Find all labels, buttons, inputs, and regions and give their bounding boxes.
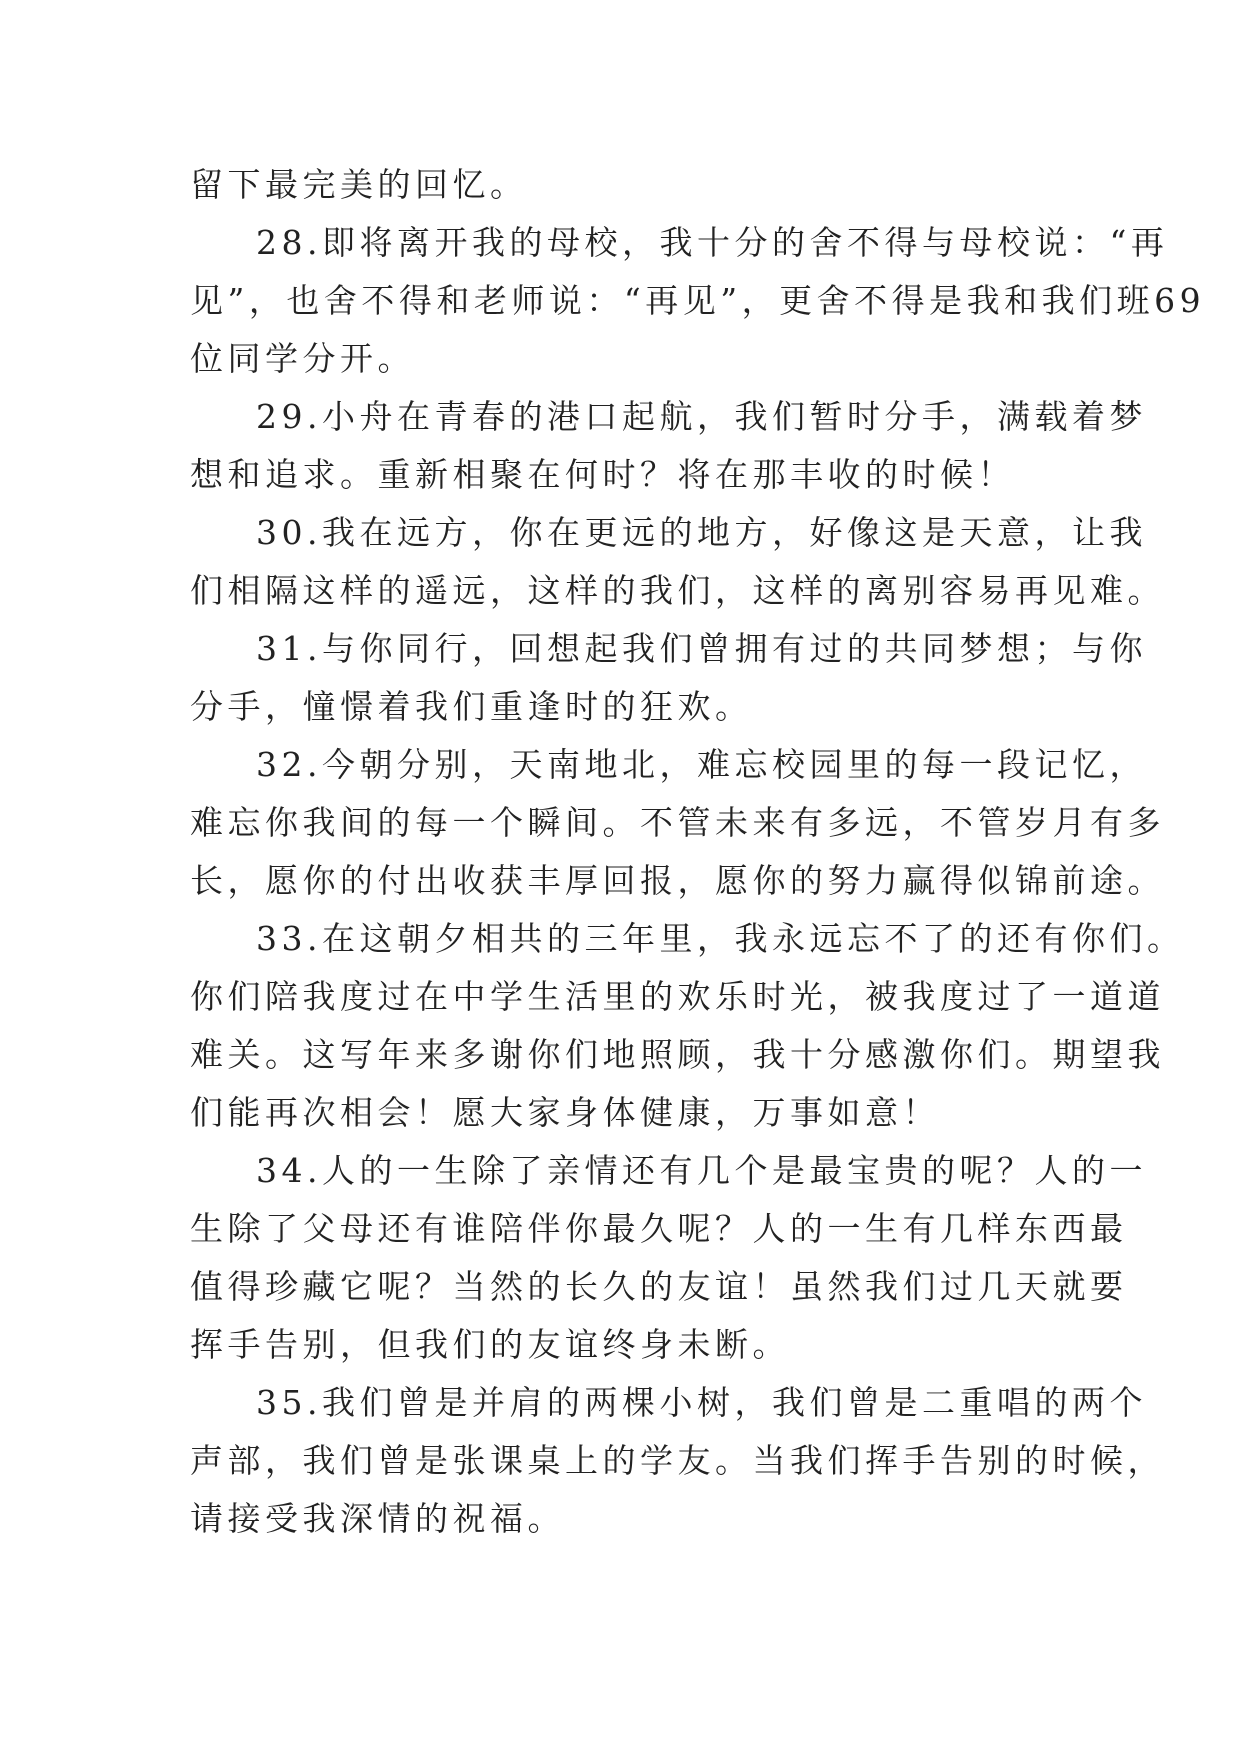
- paragraph-32: [190, 736, 1165, 910]
- text-line: 33.在这朝夕相共的三年里，我永远忘不了的还有你们。: [256, 919, 1185, 958]
- text-line: 31.与你同行，回想起我们曾拥有过的共同梦想；与你: [256, 629, 1147, 668]
- text-line: 声部，我们曾是张课桌上的学友。当我们挥手告别的时候，: [190, 1441, 1165, 1480]
- paragraph-31: [190, 620, 1147, 736]
- text-line: 32.今朝分别，天南地北，难忘校园里的每一段记忆，: [256, 745, 1147, 784]
- paragraph-30: [190, 504, 1165, 620]
- text-line: 生除了父母还有谁陪伴你最久呢？人的一生有几样东西最: [190, 1209, 1128, 1248]
- text-line: 想和追求。重新相聚在何时？将在那丰收的时候！: [190, 455, 1015, 494]
- document-body: [190, 156, 1206, 1548]
- text-line: 长，愿你的付出收获丰厚回报，愿你的努力赢得似锦前途。: [190, 861, 1165, 900]
- text-line: 35.我们曾是并肩的两棵小树，我们曾是二重唱的两个: [256, 1383, 1147, 1422]
- text-line: 30.我在远方，你在更远的地方，好像这是天意，让我: [256, 513, 1147, 552]
- text-line: 挥手告别，但我们的友谊终身未断。: [190, 1325, 790, 1364]
- paragraph-29: [190, 388, 1147, 504]
- paragraph-continuation: [190, 156, 1060, 214]
- paragraph-34: [190, 1142, 1147, 1374]
- text-line: 们能再次相会！愿大家身体健康，万事如意！: [190, 1093, 940, 1132]
- text-line: 留下最完美的回忆。: [190, 165, 528, 204]
- text-line: 28.即将离开我的母校，我十分的舍不得与母校说：“再: [256, 223, 1169, 262]
- text-line: 29.小舟在青春的港口起航，我们暂时分手，满载着梦: [256, 397, 1147, 436]
- text-line: 位同学分开。: [190, 339, 415, 378]
- text-line: 分手，憧憬着我们重逢时的狂欢。: [190, 687, 753, 726]
- text-line: 你们陪我度过在中学生活里的欢乐时光，被我度过了一道道: [190, 977, 1165, 1016]
- paragraph-35: [190, 1374, 1165, 1548]
- text-line: 34.人的一生除了亲情还有几个是最宝贵的呢？人的一: [256, 1151, 1147, 1190]
- text-line: 值得珍藏它呢？当然的长久的友谊！虽然我们过几天就要: [190, 1267, 1128, 1306]
- text-line: 们相隔这样的遥远，这样的我们，这样的离别容易再见难。: [190, 571, 1165, 610]
- text-line: 请接受我深情的祝福。: [190, 1499, 565, 1538]
- text-line: 难关。这写年来多谢你们地照顾，我十分感激你们。期望我: [190, 1035, 1165, 1074]
- paragraph-28: [190, 214, 1206, 388]
- paragraph-33: [190, 910, 1185, 1142]
- text-line: 难忘你我间的每一个瞬间。不管未来有多远，不管岁月有多: [190, 803, 1165, 842]
- text-line: 见”，也舍不得和老师说：“再见”，更舍不得是我和我们班69: [190, 281, 1206, 320]
